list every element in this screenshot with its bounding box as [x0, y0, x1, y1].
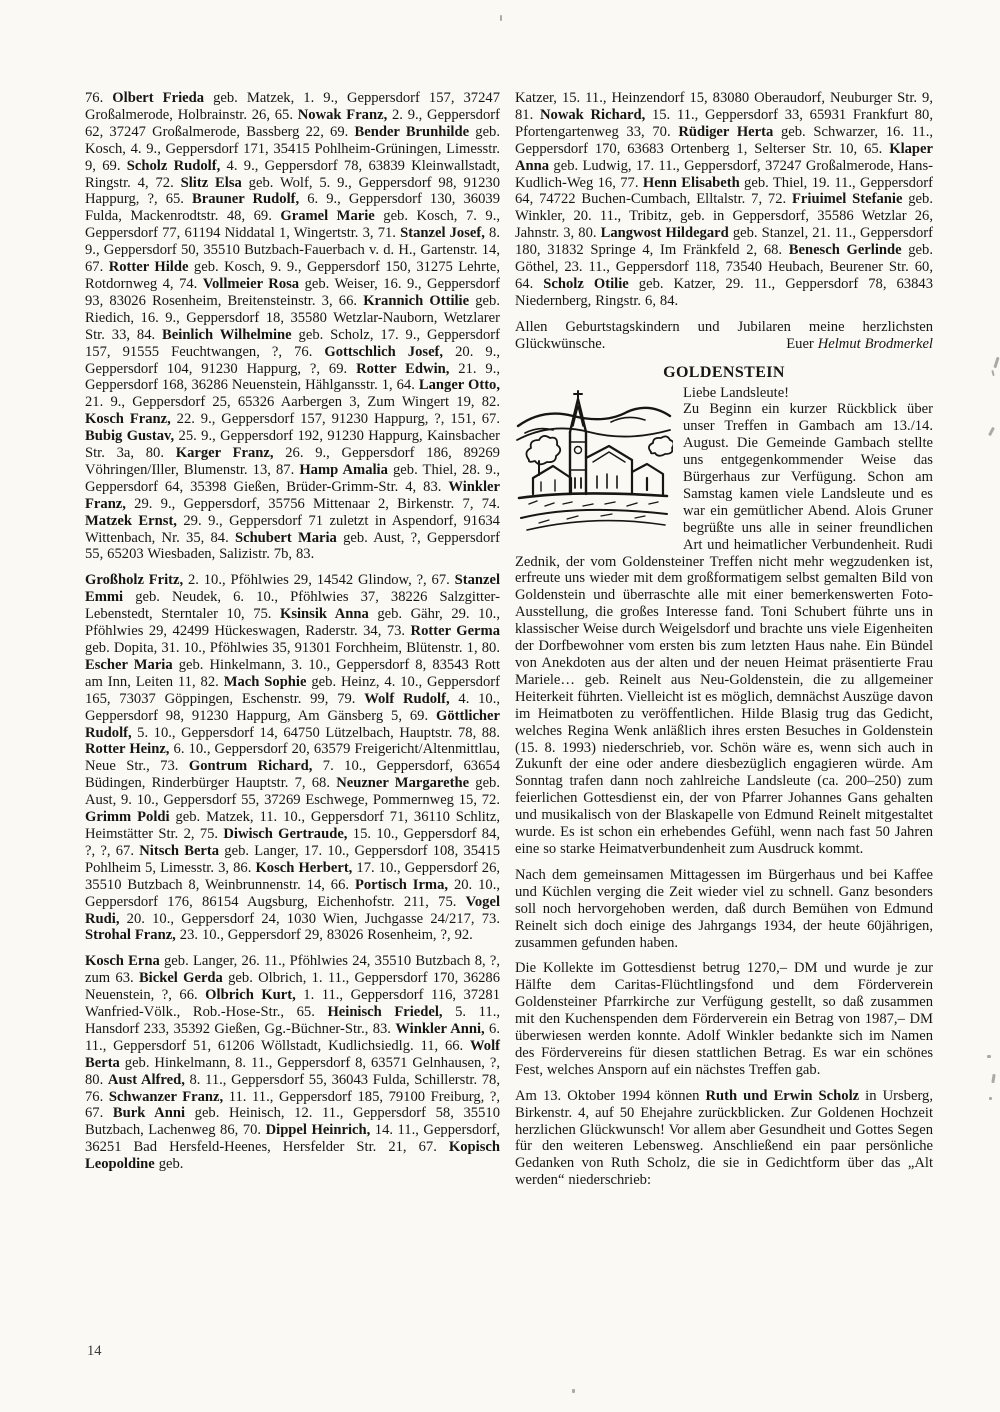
birthday-paragraph-november: Kosch Erna geb. Langer, 26. 11., Pföhlwies 24, 35510 Butzbach 8, ?, zum 63. Bickel Gerda geb. Olbrich, 1. 11., Geppersdorf 170, 36286 Neuenstein, ?, 66. Olbrich Kurt, 1. 11., Geppersdorf 116, 37281 Wanfried-Völk., Rob.-Hose-Str., 65. Heinisch Friedel, 5. 11., Hansdorf 233, 35392 Gießen, Gg.-Büchner-Str., 83. Winkler Anni, 6. 11., Geppersdorf 51, 61206 Wöllstadt, Kudlichsiedlg. 11, 66. Wolf Berta geb. Hinkelmann, 8. 11., Geppersdorf 8, 63571 Gelnhausen, ?, 80. Aust Alfred, 8. 11., Geppersdorf 55, 36043 Fulda, Schillerstr. 78, 76. Schwanzer Franz, 11. 11., Geppersdorf 185, 79100 Freiburg, ?, 67. Burk Anni geb. Heinisch, 12. 11., Geppersdorf 58, 35510 Butzbach, Lachenweg 86, 70. Dippel Heinrich, 14. 11., Geppersdorf, 36251 Bad Hersfeld-Heenes, Hersfelder Str. 21, 67. Kopisch Leopoldine geb.: [85, 953, 501, 1173]
scan-speck: [989, 1097, 992, 1100]
scan-speck: [500, 15, 502, 21]
scan-speck: [987, 1055, 991, 1058]
goldenstein-paragraph-anniversary: Am 13. Oktober 1994 können Ruth und Erwin Scholz in Ursberg, Birkenstr. 4, auf 50 Ehejahre zurückblicken. Zur Goldenen Hochzeit herzlichen Glückwunsch! Vor allem aber Gesundheit und Gottes Segen für den weiteren Lebensweg. Anschließend ein paar persönliche Gedanken von Ruth Scholz, die sie in Gedichtform über das „Alt werden“ niederschrieb:: [515, 1087, 933, 1189]
birthday-greeting: [515, 319, 933, 353]
page-number: 14: [87, 1343, 102, 1359]
goldenstein-section-body: [515, 385, 933, 1190]
birthday-paragraph-october: Großholz Fritz, 2. 10., Pföhlwies 29, 14542 Glindow, ?, 67. Stanzel Emmi geb. Neudek, 6. 10., Pföhlwies 37, 38226 Salzgitter-Lebenstedt, Sterntaler 10, 75. Ksinsik Anna geb. Gähr, 29. 10., Pföhlwies 29, 42499 Hückeswagen, Raderstr. 34, 73. Rotter Germa geb. Dopita, 31. 10., Pföhlwies 35, 91301 Forchheim, Blütenstr. 1, 80. Escher Maria geb. Hinkelmann, 3. 10., Geppersdorf 8, 83543 Rott am Inn, Leiten 11, 82. Mach Sophie geb. Heinz, 4. 10., Geppersdorf 165, 73037 Göppingen, Eschenstr. 99, 79. Wolf Rudolf, 4. 10., Geppersdorf 98, 91230 Happurg, Am Gänsberg 5, 69. Göttlicher Rudolf, 5. 10., Geppersdorf 14, 64750 Lützelbach, Hauptstr. 78, 88. Rotter Heinz, 6. 10., Geppersdorf 20, 63579 Freigericht/Altenmittlau, Neue Str., 73. Gontrum Richard, 7. 10., Geppersdorf, 63654 Büdingen, Rinderbürger Hauptstr. 7, 68. Neuzner Margarethe geb. Aust, 9. 10., Geppersdorf 55, 37269 Eschwege, Pommernweg 15, 72. Grimm Poldi geb. Matzek, 11. 10., Geppersdorf 71, 36110 Schlitz, Heimstätter Str. 2, 75. Diwisch Gertraude, 15. 10., Geppersdorf 84, ?, ?, 67. Nitsch Berta geb. Langer, 17. 10., Geppersdorf 108, 35415 Pohlheim 5, Limesstr. 3, 86. Kosch Herbert, 17. 10., Geppersdorf 26, 35510 Butzbach 8, Weinbrunnenstr. 14, 66. Portisch Irma, 20. 10., Geppersdorf 176, 86154 Augsburg, Eichenhofstr. 211, 75. Vogel Rudi, 20. 10., Geppersdorf 24, 1030 Wien, Juchgasse 24/217, 73. Strohal Franz, 23. 10., Geppersdorf 29, 83026 Rosenheim, ?, 92.: [85, 572, 501, 944]
column-left: [85, 90, 500, 1198]
scan-speck: [991, 370, 994, 376]
page-content: [85, 90, 933, 1198]
section-heading-goldenstein: GOLDENSTEIN: [663, 363, 785, 381]
greeting-closing: Glückwünsche.: [515, 335, 606, 352]
column-right: [515, 90, 933, 1198]
greeting-line-2: [515, 336, 933, 353]
goldenstein-paragraph-lunch: Nach dem gemeinsamen Mittagessen im Bürgerhaus und bei Kaffee und Küchlen verging die Zeit wieder viel zu schnell. Ganz besonders soll noch hervorgehoben werden, daß durch Bemühen von Edmund Reinelt sich doch einige des Jahrgangs 1934, der heute 60jährigen, zusammen gefunden haben.: [515, 866, 933, 951]
greeting-signature: Euer Helmut Brodmerkel: [786, 335, 933, 352]
birthday-paragraph-november-continued: Katzer, 15. 11., Heinzendorf 15, 83080 Oberaudorf, Neuburger Str. 9, 81. Nowak Richard, 15. 11., Geppersdorf 33, 65931 Frankfurt 80, Pfortengartenweg 33, 70. Rüdiger Herta geb. Schwarzer, 16. 11., Geppersdorf 170, 63683 Ortenberg 1, Selterser Str. 10, 65. Klaper Anna geb. Ludwig, 17. 11., Geppersdorf, 37247 Großalmerode, Hans-Kudlich-Weg 16, 77. Henn Elisabeth geb. Thiel, 19. 11., Geppersdorf 64, 74722 Buchen-Cumbach, Elltalstr. 7, 72. Friuimel Stefanie geb. Winkler, 20. 11., Tribitz, geb. in Geppersdorf, 35586 Wetzlar 26, Jahnstr. 3, 80. Langwost Hildegard geb. Stanzel, 21. 11., Geppersdorf 180, 31832 Springe 4, Im Fränkfeld 2, 68. Benesch Gerlinde geb. Göthel, 23. 11., Geppersdorf 118, 73540 Heubach, Beurener Str. 60, 64. Scholz Otilie geb. Katzer, 29. 11., Geppersdorf 78, 63843 Niedernberg, Ringstr. 6, 84.: [515, 90, 934, 309]
greeting-line-1: Allen Geburtstagskindern und Jubilaren meine herzlichsten: [515, 318, 933, 335]
salutation-line: Liebe Landsleute!: [683, 384, 790, 401]
scan-speck: [988, 427, 995, 436]
goldenstein-paragraph-collection: Die Kollekte im Gottesdienst betrug 1270,– DM und wurde je zur Hälfte dem Caritas-Flüchtlingsfond und dem Förderverein Goldensteiner Pfarrkirche zur Verfügung gestellt, so daß zusammen mit den Kuchenspenden dem Förderverein ein Betrag von 1987,– DM überwiesen werden konnte. Adolf Winkler bedankte sich im Namen des Fördervereins für diesen stattlichen Betrag. Es war ein schönes Fest, welches Ansporn auf ein nächstes Treffen gab.: [515, 960, 933, 1078]
scan-speck: [991, 1074, 995, 1083]
goldenstein-lead-paragraph: Zu Beginn ein kurzer Rückblick über unser Treffen in Gambach am 13./14. August. Die Gemeinde Gambach stellte uns entgegenkommender Weise das Bürgerhaus zur Verfügung. Schon am Samstag kamen viele Landsleute und es war ein gemütlicher Abend. Alois Gruner begrüßte uns alle in seiner freundlichen Art und heimatlicher Verbundenheit. Rudi Zednik, der vom Goldensteiner Treffen nicht mehr wegzudenken ist, erfreute uns wieder mit dem großformatigem selbst gemalten Bild von Goldenstein und überraschte alle mit einer bemerkenswerten Foto-Ausstellung, die großes Interesse fand. Toni Schubert führte uns in klassischer Weise durch Weigelsdorf und brachte uns viele Eigenheiten der Dorfbewohner vom ersten bis zum letzten Haus nahe. Ein Bündel von Anekdoten aus der alten und der neuen Heimat präsentierte Frau Mariele… geb. Reinelt aus Neu-Goldenstein, die zu allgemeiner Heiterkeit führten. Vielleicht ist es möglich, demnächst Auszüge davon im Heimatboten zu veröffentlichen. Hilde Blasig trug das Gedicht, welches Regina Wenk anläßlich ihres ersten Besuches in Goldenstein (15. 8. 1993) niederschrieb, vor. Schön wäre es, wenn sich auch in Zukunft der eine oder andere diesbezüglich engagieren würde. Am Sonntag trafen dann noch zahlreiche Landsleute (ca. 200–250) zum feierlichen Gottesdienst ein, der von Pfarrer Johannes Gans gehalten und musikalisch von der Blaskapelle von Edmund Reinelt mitgestaltet wurde. Es ist schon ein erhebendes Gefühl, wenn nach fast 50 Jahren eine so starke Heimatverbundenheit zum Ausdruck kommt.: [515, 401, 933, 857]
birthday-paragraph-september: 76. Olbert Frieda geb. Matzek, 1. 9., Geppersdorf 157, 37247 Großalmerode, Holbrainstr. 26, 65. Nowak Franz, 2. 9., Geppersdorf 62, 37247 Großalmerode, Bassberg 22, 69. Bender Brunhilde geb. Kosch, 4. 9., Geppersdorf 171, 35415 Pohlheim-Grüningen, Limesstr. 9, 69. Scholz Rudolf, 4. 9., Geppersdorf 78, 63839 Kleinwallstadt, Ringstr. 4, 72. Slitz Elsa geb. Wolf, 5. 9., Geppersdorf 98, 91230 Happurg, ?, 65. Brauner Rudolf, 6. 9., Geppersdorf 130, 36039 Fulda, Mackenrodtstr. 48, 69. Gramel Marie geb. Kosch, 7. 9., Geppersdorf 77, 61194 Niddatal 1, Wingertstr. 3, 71. Stanzel Josef, 8. 9., Geppersdorf 50, 35510 Butzbach-Fauerbach v. d. H., Gartenstr. 14, 67. Rotter Hilde geb. Kosch, 9. 9., Geppersdorf 150, 31275 Lehrte, Rotdornweg 4, 74. Vollmeier Rosa geb. Weiser, 16. 9., Geppersdorf 93, 83026 Rosenheim, Breitensteinstr. 3, 66. Krannich Ottilie geb. Riedich, 16. 9., Geppersdorf 18, 35580 Wetzlar-Nauborn, Wetzlarer Str. 33, 84. Beinlich Wilhelmine geb. Scholz, 17. 9., Geppersdorf 157, 91555 Feuchtwangen, ?, 76. Gottschlich Josef, 20. 9., Geppersdorf 104, 91230 Happurg, ?, 69. Rotter Edwin, 21. 9., Geppersdorf 168, 36286 Neuenstein, Hählgansstr. 1, 64. Langer Otto, 21. 9., Geppersdorf 25, 65326 Aarbergen 3, Zum Wingert 19, 82. Kosch Franz, 22. 9., Geppersdorf 157, 91230 Happurg, ?, 151, 67. Bubig Gustav, 25. 9., Geppersdorf 192, 91230 Happurg, Kainsbacher Str. 3a, 80. Karger Franz, 26. 9., Geppersdorf 186, 89269 Vöhringen/Iller, Blumenstr. 13, 87. Hamp Amalia geb. Thiel, 28. 9., Geppersdorf 64, 35398 Gießen, Brüder-Grimm-Str. 4, 83. Winkler Franz, 29. 9., Geppersdorf, 35756 Mittenaar 2, Birkenstr. 7, 74. Matzek Ernst, 29. 9., Geppersdorf 71 zuletzt in Aspendorf, 91634 Wittenbach, Nr. 35, 84. Schubert Maria geb. Aust, ?, Geppersdorf 55, 65203 Wiesbaden, Salizistr. 7b, 83.: [85, 90, 501, 563]
village-church-illustration: [515, 386, 673, 536]
scan-speck: [572, 1389, 575, 1393]
scan-speck: [993, 357, 999, 368]
